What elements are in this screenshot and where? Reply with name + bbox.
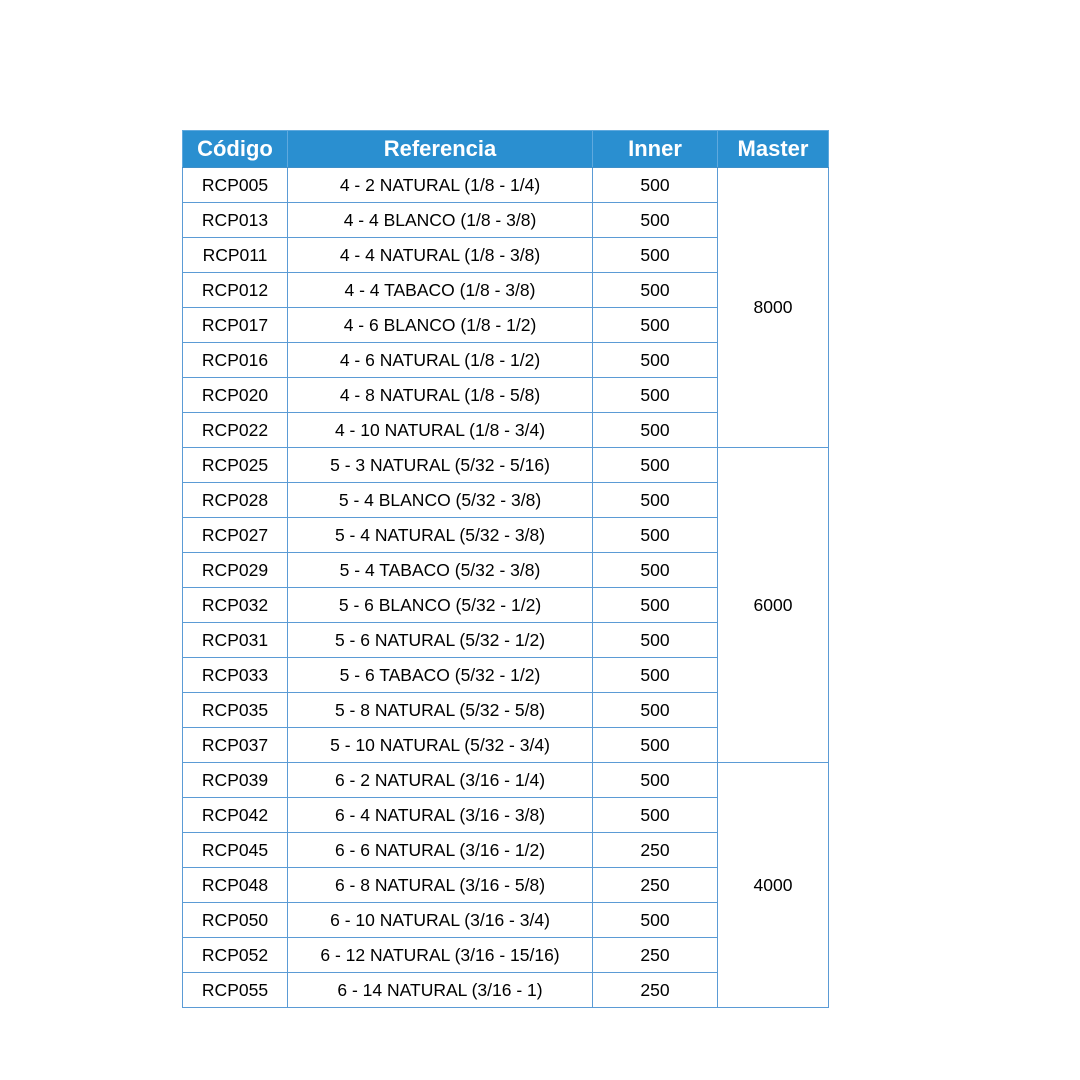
codigo-cell: RCP031 — [183, 623, 288, 658]
inner-cell: 250 — [593, 833, 718, 868]
header-inner: Inner — [593, 131, 718, 168]
inner-cell: 500 — [593, 378, 718, 413]
master-cell: 6000 — [718, 448, 829, 763]
referencia-cell: 4 - 10 NATURAL (1/8 - 3/4) — [288, 413, 593, 448]
referencia-cell: 6 - 14 NATURAL (3/16 - 1) — [288, 973, 593, 1008]
codigo-cell: RCP029 — [183, 553, 288, 588]
codigo-cell: RCP048 — [183, 868, 288, 903]
table-header-row — [183, 131, 829, 168]
codigo-cell: RCP013 — [183, 203, 288, 238]
table-row — [183, 448, 829, 483]
table-body — [183, 168, 829, 1008]
codigo-cell: RCP012 — [183, 273, 288, 308]
referencia-cell: 5 - 6 NATURAL (5/32 - 1/2) — [288, 623, 593, 658]
table-row — [183, 168, 829, 203]
master-cell: 8000 — [718, 168, 829, 448]
inner-cell: 500 — [593, 658, 718, 693]
codigo-cell: RCP032 — [183, 588, 288, 623]
codigo-cell: RCP042 — [183, 798, 288, 833]
inner-cell: 500 — [593, 343, 718, 378]
inner-cell: 500 — [593, 308, 718, 343]
inner-cell: 500 — [593, 798, 718, 833]
codigo-cell: RCP037 — [183, 728, 288, 763]
referencia-cell: 5 - 10 NATURAL (5/32 - 3/4) — [288, 728, 593, 763]
referencia-cell: 6 - 12 NATURAL (3/16 - 15/16) — [288, 938, 593, 973]
product-table-container — [182, 130, 829, 1008]
inner-cell: 500 — [593, 203, 718, 238]
referencia-cell: 4 - 2 NATURAL (1/8 - 1/4) — [288, 168, 593, 203]
table-row — [183, 763, 829, 798]
product-table — [182, 130, 829, 1008]
codigo-cell: RCP016 — [183, 343, 288, 378]
inner-cell: 250 — [593, 868, 718, 903]
codigo-cell: RCP020 — [183, 378, 288, 413]
referencia-cell: 5 - 6 BLANCO (5/32 - 1/2) — [288, 588, 593, 623]
referencia-cell: 5 - 4 NATURAL (5/32 - 3/8) — [288, 518, 593, 553]
inner-cell: 500 — [593, 693, 718, 728]
inner-cell: 500 — [593, 413, 718, 448]
codigo-cell: RCP035 — [183, 693, 288, 728]
header-referencia: Referencia — [288, 131, 593, 168]
referencia-cell: 4 - 4 NATURAL (1/8 - 3/8) — [288, 238, 593, 273]
referencia-cell: 4 - 8 NATURAL (1/8 - 5/8) — [288, 378, 593, 413]
header-master: Master — [718, 131, 829, 168]
inner-cell: 500 — [593, 623, 718, 658]
referencia-cell: 6 - 6 NATURAL (3/16 - 1/2) — [288, 833, 593, 868]
inner-cell: 500 — [593, 518, 718, 553]
master-cell: 4000 — [718, 763, 829, 1008]
inner-cell: 500 — [593, 763, 718, 798]
inner-cell: 500 — [593, 483, 718, 518]
header-codigo: Código — [183, 131, 288, 168]
codigo-cell: RCP011 — [183, 238, 288, 273]
referencia-cell: 5 - 3 NATURAL (5/32 - 5/16) — [288, 448, 593, 483]
codigo-cell: RCP039 — [183, 763, 288, 798]
referencia-cell: 4 - 4 BLANCO (1/8 - 3/8) — [288, 203, 593, 238]
inner-cell: 500 — [593, 588, 718, 623]
referencia-cell: 6 - 4 NATURAL (3/16 - 3/8) — [288, 798, 593, 833]
inner-cell: 250 — [593, 973, 718, 1008]
codigo-cell: RCP027 — [183, 518, 288, 553]
codigo-cell: RCP022 — [183, 413, 288, 448]
referencia-cell: 5 - 6 TABACO (5/32 - 1/2) — [288, 658, 593, 693]
inner-cell: 500 — [593, 168, 718, 203]
referencia-cell: 5 - 4 BLANCO (5/32 - 3/8) — [288, 483, 593, 518]
inner-cell: 250 — [593, 938, 718, 973]
codigo-cell: RCP050 — [183, 903, 288, 938]
inner-cell: 500 — [593, 728, 718, 763]
inner-cell: 500 — [593, 238, 718, 273]
referencia-cell: 4 - 4 TABACO (1/8 - 3/8) — [288, 273, 593, 308]
referencia-cell: 4 - 6 NATURAL (1/8 - 1/2) — [288, 343, 593, 378]
codigo-cell: RCP025 — [183, 448, 288, 483]
referencia-cell: 5 - 4 TABACO (5/32 - 3/8) — [288, 553, 593, 588]
codigo-cell: RCP055 — [183, 973, 288, 1008]
referencia-cell: 6 - 10 NATURAL (3/16 - 3/4) — [288, 903, 593, 938]
referencia-cell: 6 - 8 NATURAL (3/16 - 5/8) — [288, 868, 593, 903]
inner-cell: 500 — [593, 903, 718, 938]
codigo-cell: RCP017 — [183, 308, 288, 343]
referencia-cell: 6 - 2 NATURAL (3/16 - 1/4) — [288, 763, 593, 798]
codigo-cell: RCP028 — [183, 483, 288, 518]
codigo-cell: RCP052 — [183, 938, 288, 973]
inner-cell: 500 — [593, 553, 718, 588]
codigo-cell: RCP033 — [183, 658, 288, 693]
codigo-cell: RCP045 — [183, 833, 288, 868]
inner-cell: 500 — [593, 273, 718, 308]
codigo-cell: RCP005 — [183, 168, 288, 203]
referencia-cell: 5 - 8 NATURAL (5/32 - 5/8) — [288, 693, 593, 728]
referencia-cell: 4 - 6 BLANCO (1/8 - 1/2) — [288, 308, 593, 343]
inner-cell: 500 — [593, 448, 718, 483]
